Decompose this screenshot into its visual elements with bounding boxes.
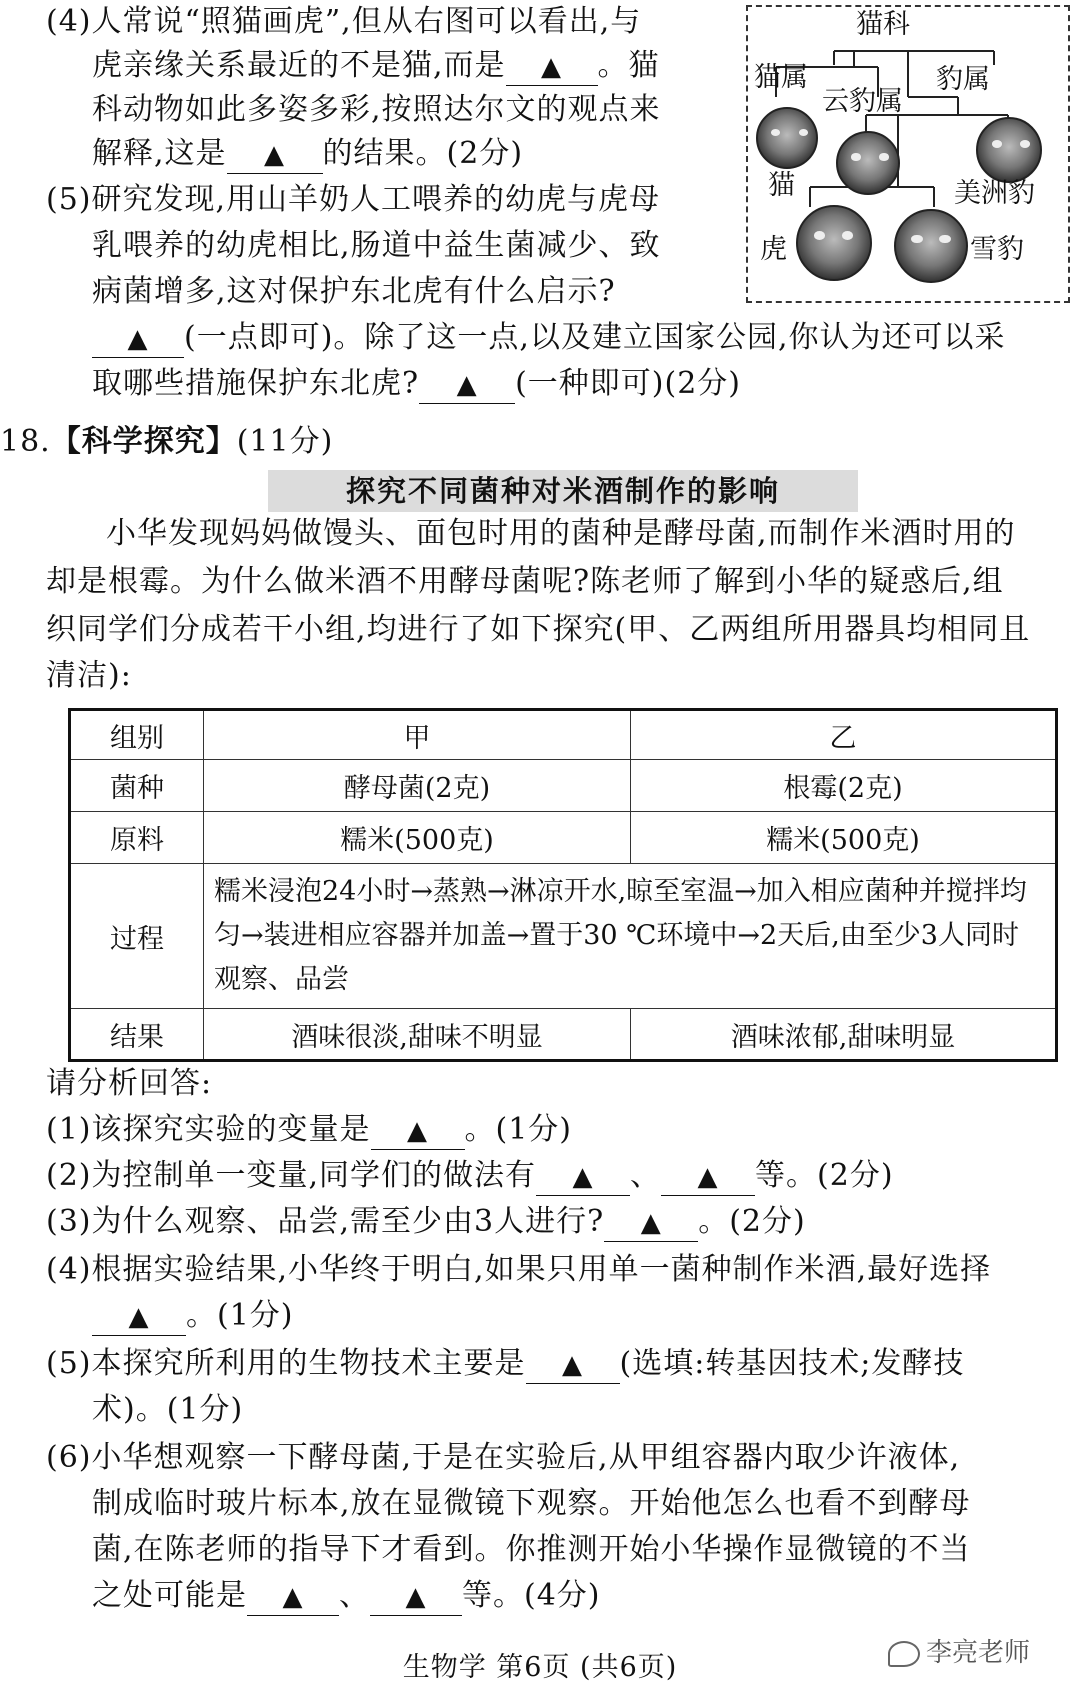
question-1 [46, 1108, 572, 1152]
triangle-icon: ▲ [541, 52, 563, 82]
q17-4-text: 。猫 [597, 48, 660, 83]
question-text: 之处可能是 [92, 1578, 247, 1613]
label-snow-leopard: 雪豹 [970, 234, 1024, 265]
label-jaguar: 美洲豹 [954, 178, 1035, 209]
cat-image [756, 107, 818, 169]
intro-line1: 小华发现妈妈做馒头、面包时用的菌种是酵母菌,而制作米酒时用的 [106, 516, 1016, 551]
cell-header-b: 乙 [631, 710, 1057, 760]
answer-blank[interactable] [92, 1298, 186, 1336]
q17-4-text: 的结果。(2分) [322, 136, 524, 171]
table-row [70, 1009, 1057, 1061]
question-3 [46, 1200, 806, 1244]
triangle-icon: ▲ [282, 1582, 304, 1612]
cell-label-material: 原料 [70, 812, 204, 864]
question-5-line1 [46, 1342, 964, 1386]
section-title: 探究不同菌种对米酒制作的影响 [345, 474, 780, 508]
question-text: 。(1分) [186, 1298, 294, 1333]
table-row [70, 760, 1057, 812]
question-text: 。(1分) [464, 1112, 572, 1147]
q18-number: 18. [0, 424, 51, 459]
label-genus-felis: 猫属 [754, 62, 808, 93]
question-text: 、 [339, 1578, 370, 1613]
jaguar-image [976, 117, 1042, 183]
experiment-table [68, 708, 1058, 1062]
answer-blank[interactable] [506, 48, 598, 86]
intro-line2: 却是根霉。为什么做米酒不用酵母菌呢?陈老师了解到小华的疑惑后,组 [46, 564, 1004, 599]
watermark-text: 李亮老师 [926, 1638, 1031, 1668]
question-6-line4 [92, 1574, 601, 1618]
q18-score: (11分) [236, 424, 334, 459]
label-genus-neofelis: 云豹属 [822, 86, 903, 117]
cell-result-b: 酒味浓郁,甜味明显 [631, 1009, 1057, 1061]
page-footer: 生物学 第6页 (共6页) [402, 1652, 678, 1683]
q17-4-text: 虎亲缘关系最近的不是猫,而是 [92, 48, 506, 83]
q17-5-line1: (5)研究发现,用山羊奶人工喂养的幼虎与虎母 [46, 182, 661, 217]
triangle-icon: ▲ [128, 1302, 150, 1332]
q18-tag: 【科学探究】 [50, 424, 237, 459]
triangle-icon: ▲ [640, 1208, 662, 1238]
label-genus-panthera: 豹属 [936, 64, 990, 95]
question-text: (5)本探究所利用的生物技术主要是 [46, 1346, 526, 1381]
cell-label-result: 结果 [70, 1009, 204, 1061]
q17-5-line3: 病菌增多,这对保护东北虎有什么启示? [92, 274, 616, 309]
intro-line4: 清洁): [46, 658, 132, 693]
answer-blank[interactable] [247, 1578, 339, 1616]
table-row [70, 864, 1057, 1009]
question-text: 等。(4分) [462, 1578, 601, 1613]
cell-label-strain: 菌种 [70, 760, 204, 812]
q17-5-line2: 乳喂养的幼虎相比,肠道中益生菌减少、致 [92, 228, 661, 263]
answer-blank[interactable] [536, 1158, 630, 1196]
snow-leopard-image [894, 209, 968, 283]
answer-blank[interactable] [92, 320, 184, 358]
q17-5-line4 [92, 316, 1005, 360]
cell-header-group: 组别 [70, 710, 204, 760]
triangle-icon: ▲ [407, 1116, 428, 1146]
question-4-line2 [92, 1294, 294, 1338]
question-text: 等。(2分) [755, 1158, 894, 1193]
triangle-icon: ▲ [264, 140, 286, 170]
cat-family-tree-figure [746, 5, 1070, 303]
label-cat-family: 猫科 [856, 9, 910, 40]
answer-blank[interactable] [526, 1346, 620, 1384]
triangle-icon: ▲ [572, 1162, 594, 1192]
answer-blank[interactable] [661, 1158, 755, 1196]
tiger-image [796, 205, 872, 281]
question-text: (3)为什么观察、品尝,需至少由3人进行? [46, 1204, 605, 1239]
answer-blank[interactable] [604, 1204, 698, 1242]
triangle-icon: ▲ [405, 1582, 427, 1612]
triangle-icon: ▲ [697, 1162, 719, 1192]
question-6-line2: 制成临时玻片标本,放在显微镜下观察。开始他怎么也看不到酵母 [92, 1486, 971, 1521]
triangle-icon: ▲ [127, 324, 149, 354]
cell-strain-b: 根霉(2克) [631, 760, 1057, 812]
answer-blank[interactable] [371, 1112, 465, 1150]
q17-4-line4 [92, 132, 523, 176]
q18-header [0, 420, 333, 464]
question-5-line2: 术)。(1分) [92, 1392, 244, 1427]
cell-process: 糯米浸泡24小时→蒸熟→淋凉开水,晾至室温→加入相应菌种并搅拌均匀→装进相应容器并加盖→置于30 ℃环境中→2天后,由至少3人同时观察、品尝 [204, 864, 1057, 1009]
question-text: (2)为控制单一变量,同学们的做法有 [46, 1158, 537, 1193]
q17-4-line1: (4)人常说“照猫画虎”,但从右图可以看出,与 [46, 4, 642, 39]
q17-5-text: (一点即可)。除了这一点,以及建立国家公园,你认为还可以采 [184, 320, 1006, 355]
q17-5-text: 取哪些措施保护东北虎? [92, 366, 420, 401]
cell-strain-a: 酵母菌(2克) [204, 760, 631, 812]
clouded-leopard-image [836, 131, 900, 195]
q17-5-text: (一种即可)(2分) [515, 366, 741, 401]
q17-4-line3: 科动物如此多姿多彩,按照达尔文的观点来 [92, 92, 661, 127]
question-4-line1: (4)根据实验结果,小华终于明白,如果只用单一菌种制作米酒,最好选择 [46, 1252, 992, 1287]
analysis-prompt: 请分析回答: [46, 1066, 213, 1101]
triangle-icon: ▲ [562, 1350, 583, 1380]
cell-material-b: 糯米(500克) [631, 812, 1057, 864]
label-tiger: 虎 [760, 234, 787, 265]
label-cat: 猫 [768, 170, 795, 201]
question-6-line1: (6)小华想观察一下酵母菌,于是在实验后,从甲组容器内取少许液体, [46, 1440, 961, 1475]
q17-5-line5 [92, 362, 741, 406]
question-text: (1)该探究实验的变量是 [46, 1112, 371, 1147]
table-row [70, 812, 1057, 864]
cell-header-a: 甲 [204, 710, 631, 760]
q17-4-line2 [92, 44, 660, 88]
question-text: 。(2分) [698, 1204, 806, 1239]
answer-blank[interactable] [227, 136, 323, 174]
intro-line3: 织同学们分成若干小组,均进行了如下探究(甲、乙两组所用器具均相同且 [46, 612, 1031, 647]
triangle-icon: ▲ [456, 370, 478, 400]
cell-label-process: 过程 [70, 864, 204, 1009]
table-row [70, 710, 1057, 760]
question-text: 、 [630, 1158, 662, 1193]
answer-blank[interactable] [370, 1578, 462, 1616]
question-6-line3: 菌,在陈老师的指导下才看到。你推测开始小华操作显微镜的不当 [92, 1532, 971, 1567]
q17-4-text: 解释,这是 [92, 136, 227, 171]
question-text: (选填:转基因技术;发酵技 [619, 1346, 965, 1381]
cell-material-a: 糯米(500克) [204, 812, 631, 864]
answer-blank[interactable] [419, 366, 515, 404]
cell-result-a: 酒味很淡,甜味不明显 [204, 1009, 631, 1061]
question-2 [46, 1154, 894, 1198]
